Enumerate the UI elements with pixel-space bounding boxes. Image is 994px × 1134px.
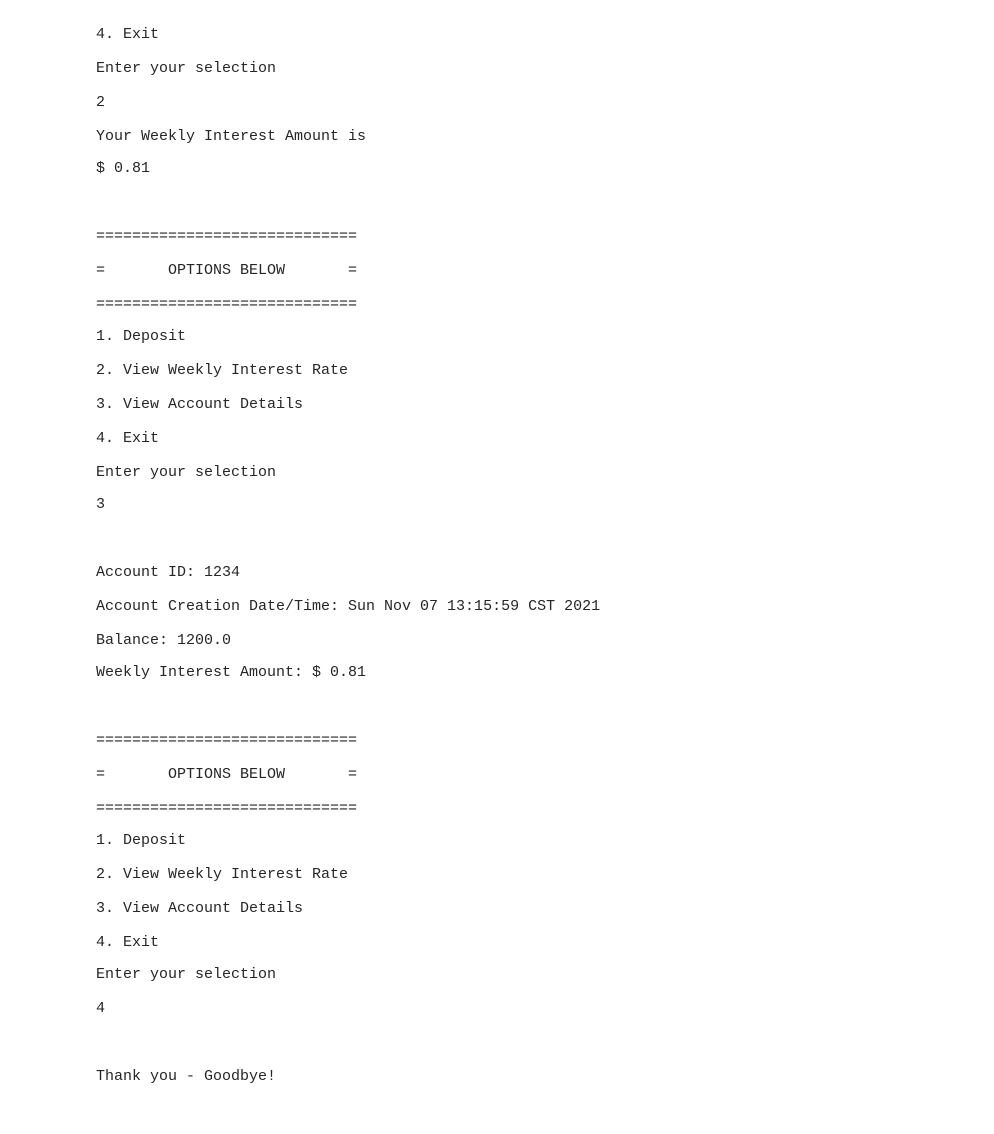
user-input: 2 <box>96 94 106 111</box>
menu-option-details: 3. View Account Details <box>96 396 304 413</box>
menu-border-bottom: ============================= <box>96 296 358 313</box>
menu-option-exit: 4. Exit <box>96 934 160 951</box>
selection-prompt: Enter your selection <box>96 464 277 481</box>
user-input: 4 <box>96 1000 106 1017</box>
goodbye-message: Thank you - Goodbye! <box>96 1068 277 1085</box>
selection-prompt: Enter your selection <box>96 966 277 983</box>
menu-option-interest: 2. View Weekly Interest Rate <box>96 362 349 379</box>
account-balance: Balance: 1200.0 <box>96 632 232 649</box>
menu-option-exit: 4. Exit <box>96 430 160 447</box>
menu-border-top: ============================= <box>96 732 358 749</box>
menu-border-bottom: ============================= <box>96 800 358 817</box>
user-input: 3 <box>96 496 106 513</box>
console-output <box>96 0 956 1134</box>
menu-option-exit: 4. Exit <box>96 26 160 43</box>
selection-prompt: Enter your selection <box>96 60 277 77</box>
menu-header: = OPTIONS BELOW = <box>96 766 358 783</box>
account-id: Account ID: 1234 <box>96 564 241 581</box>
menu-border-top: ============================= <box>96 228 358 245</box>
menu-option-deposit: 1. Deposit <box>96 832 187 849</box>
menu-option-details: 3. View Account Details <box>96 900 304 917</box>
account-creation-date: Account Creation Date/Time: Sun Nov 07 13:15:59 CST 2021 <box>96 598 601 615</box>
menu-option-interest: 2. View Weekly Interest Rate <box>96 866 349 883</box>
interest-amount: $ 0.81 <box>96 160 151 177</box>
menu-option-deposit: 1. Deposit <box>96 328 187 345</box>
menu-header: = OPTIONS BELOW = <box>96 262 358 279</box>
weekly-interest-amount: Weekly Interest Amount: $ 0.81 <box>96 664 367 681</box>
interest-label: Your Weekly Interest Amount is <box>96 128 367 145</box>
